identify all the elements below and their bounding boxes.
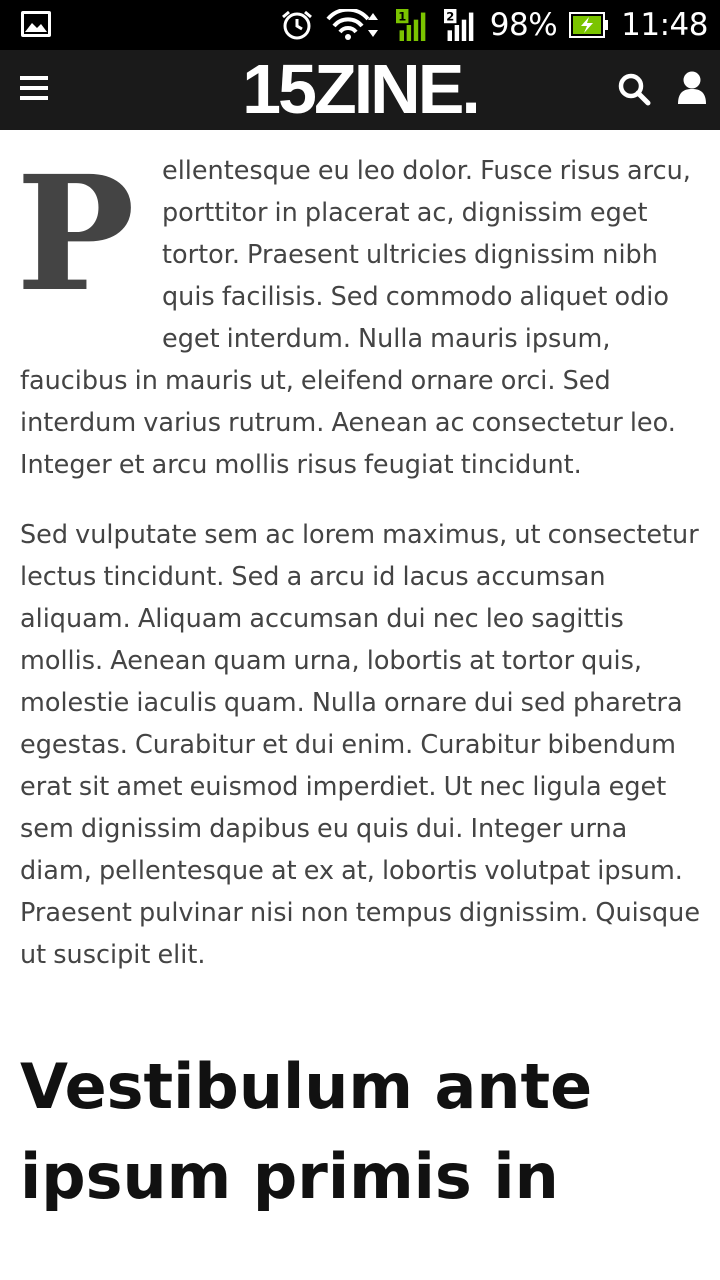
- alarm-icon: [280, 9, 314, 41]
- sim2-signal-icon: [442, 9, 478, 41]
- battery-charging-icon: [569, 9, 609, 41]
- gallery-notification-icon: [20, 10, 52, 38]
- section-heading: Vestibulum ante ipsum primis in: [20, 1050, 593, 1213]
- battery-percent: 98%: [489, 7, 558, 43]
- svg-text:2: 2: [445, 9, 454, 24]
- article-paragraph: Sed vulputate sem ac lorem maximus, ut consectetur lectus tincidunt. Sed a arcu id lacus accumsan aliquam. Aliquam accumsan dui nec leo sagittis mollis. Aenean quam urna, lobortis at tortor quis, molestie iaculis quam. Nulla ornare dui sed pharetra egestas. Curabitur et dui enim. Curabitur bibendum erat sit amet euismod imperdiet. Ut nec ligula eget sem dignissim dapibus eu quis dui. Integer urna diam, pellentesque at ex at, lobortis volutpat ipsum. Praesent pulvinar nisi non tempus dignissim. Quisque ut suscipit elit.: [20, 520, 701, 970]
- search-icon[interactable]: [617, 72, 651, 106]
- app-header: [0, 50, 720, 130]
- clock: 11:48: [621, 7, 708, 43]
- drop-cap: P: [16, 142, 135, 327]
- site-logo[interactable]: 15ZINE.: [242, 50, 478, 128]
- svg-text:1: 1: [397, 9, 406, 24]
- article-body: [16, 142, 704, 1004]
- status-bar: [0, 0, 720, 50]
- sim1-signal-icon: [394, 9, 430, 41]
- paragraph-text: ellentesque eu leo dolor. Fusce risus arcu, porttitor in placerat ac, dignissim eget tortor. Praesent ultricies dignissim nibh quis facilisis. Sed commodo aliquet odio eget interdum. Nulla mauris ipsum, faucibus in mauris ut, eleifend ornare orci. Sed interdum varius rutrum. Aenean ac consectetur leo. Integer et arcu mollis risus feugiat tincidunt.: [20, 156, 691, 480]
- wifi-icon: [326, 9, 382, 41]
- user-icon[interactable]: [676, 70, 708, 106]
- article-paragraph: [16, 142, 704, 486]
